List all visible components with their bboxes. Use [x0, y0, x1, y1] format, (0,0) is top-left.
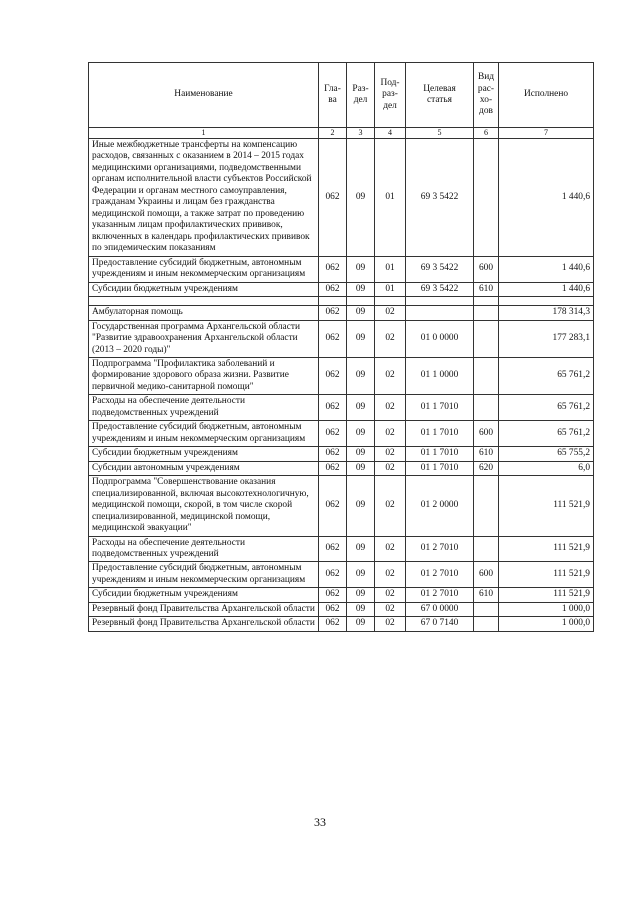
row-glava: 062 [319, 421, 347, 447]
row-statia: 01 2 0000 [406, 476, 474, 536]
table-row [89, 421, 594, 447]
row-name: Предоставление субсидий бюджетным, автономным учреждениям и иным некоммерческим организациям [89, 421, 319, 447]
row-vid: 600 [474, 421, 499, 447]
row-razdel: 09 [347, 421, 375, 447]
column-number: 1 [89, 128, 319, 139]
row-value: 111 521,9 [499, 588, 594, 602]
row-statia [406, 297, 474, 306]
table-body [89, 139, 594, 632]
table-row [89, 562, 594, 588]
table-row [89, 306, 594, 320]
row-value: 178 314,3 [499, 306, 594, 320]
row-value: 65 761,2 [499, 421, 594, 447]
header-podrazdel: Под- раз- дел [375, 63, 406, 128]
row-vid [474, 297, 499, 306]
row-podrazdel: 01 [375, 282, 406, 296]
table-row [89, 617, 594, 631]
row-razdel: 09 [347, 617, 375, 631]
table-row [89, 357, 594, 394]
row-podrazdel: 02 [375, 461, 406, 475]
row-name: Подпрограмма "Совершенствование оказания специализированной, включая высокотехнологичную, медицинской помощи, скорой, в том числе скорой специализированной, медицинской помощи, медицинской эвакуации" [89, 476, 319, 536]
row-podrazdel: 02 [375, 395, 406, 421]
column-number: 6 [474, 128, 499, 139]
row-value: 111 521,9 [499, 476, 594, 536]
row-value: 177 283,1 [499, 320, 594, 357]
column-number: 2 [319, 128, 347, 139]
row-vid [474, 395, 499, 421]
row-value: 1 440,6 [499, 139, 594, 257]
row-razdel: 09 [347, 476, 375, 536]
row-vid [474, 617, 499, 631]
row-value: 1 000,0 [499, 617, 594, 631]
row-statia: 67 0 7140 [406, 617, 474, 631]
header-statia: Целевая статья [406, 63, 474, 128]
row-podrazdel: 02 [375, 536, 406, 562]
row-glava: 062 [319, 282, 347, 296]
row-razdel: 09 [347, 461, 375, 475]
row-statia: 01 2 7010 [406, 536, 474, 562]
row-value [499, 297, 594, 306]
row-podrazdel [375, 297, 406, 306]
row-glava: 062 [319, 461, 347, 475]
row-razdel: 09 [347, 320, 375, 357]
table-row [89, 476, 594, 536]
row-podrazdel: 02 [375, 562, 406, 588]
row-vid [474, 320, 499, 357]
table-row [89, 395, 594, 421]
row-vid [474, 357, 499, 394]
row-razdel: 09 [347, 139, 375, 257]
row-value: 65 755,2 [499, 447, 594, 461]
row-razdel: 09 [347, 536, 375, 562]
row-podrazdel: 02 [375, 421, 406, 447]
row-value: 111 521,9 [499, 536, 594, 562]
row-statia: 01 1 0000 [406, 357, 474, 394]
row-statia: 01 2 7010 [406, 562, 474, 588]
row-razdel: 09 [347, 588, 375, 602]
row-glava: 062 [319, 617, 347, 631]
table-row [89, 588, 594, 602]
row-name: Государственная программа Архангельской области "Развитие здравоохранения Архангельской области (2013 – 2020 годы)" [89, 320, 319, 357]
row-podrazdel: 02 [375, 476, 406, 536]
row-podrazdel: 02 [375, 357, 406, 394]
row-glava: 062 [319, 476, 347, 536]
row-vid [474, 306, 499, 320]
row-vid: 610 [474, 282, 499, 296]
row-name: Подпрограмма "Профилактика заболеваний и формирование здорового образа жизни. Развитие первичной медико-санитарной помощи" [89, 357, 319, 394]
row-vid [474, 602, 499, 616]
row-glava: 062 [319, 357, 347, 394]
row-name: Резервный фонд Правительства Архангельской области [89, 617, 319, 631]
row-statia: 01 2 7010 [406, 588, 474, 602]
header-glava: Гла- ва [319, 63, 347, 128]
table-row [89, 297, 594, 306]
row-razdel: 09 [347, 602, 375, 616]
row-podrazdel: 02 [375, 306, 406, 320]
row-statia: 69 3 5422 [406, 256, 474, 282]
row-glava: 062 [319, 562, 347, 588]
table-row [89, 320, 594, 357]
row-value: 65 761,2 [499, 357, 594, 394]
row-razdel: 09 [347, 395, 375, 421]
row-vid [474, 139, 499, 257]
row-glava: 062 [319, 395, 347, 421]
row-glava: 062 [319, 139, 347, 257]
row-razdel: 09 [347, 306, 375, 320]
row-razdel: 09 [347, 256, 375, 282]
row-glava: 062 [319, 536, 347, 562]
row-value: 65 761,2 [499, 395, 594, 421]
row-statia: 69 3 5422 [406, 282, 474, 296]
row-statia: 01 1 7010 [406, 421, 474, 447]
row-podrazdel: 02 [375, 447, 406, 461]
row-podrazdel: 01 [375, 256, 406, 282]
row-vid: 600 [474, 562, 499, 588]
row-value: 111 521,9 [499, 562, 594, 588]
header-vid: Вид рас- хо- дов [474, 63, 499, 128]
table-row [89, 461, 594, 475]
row-vid: 620 [474, 461, 499, 475]
row-podrazdel: 02 [375, 588, 406, 602]
header-row [89, 63, 594, 128]
row-name: Субсидии автономным учреждениям [89, 461, 319, 475]
row-glava [319, 297, 347, 306]
column-number: 7 [499, 128, 594, 139]
column-number-row [89, 128, 594, 139]
row-vid: 610 [474, 447, 499, 461]
header-razdel: Раз- дел [347, 63, 375, 128]
row-name: Амбулаторная помощь [89, 306, 319, 320]
row-statia: 01 1 7010 [406, 447, 474, 461]
row-name: Предоставление субсидий бюджетным, автономным учреждениям и иным некоммерческим организациям [89, 256, 319, 282]
row-statia: 01 1 7010 [406, 461, 474, 475]
row-statia: 01 1 7010 [406, 395, 474, 421]
table-row [89, 139, 594, 257]
row-name: Расходы на обеспечение деятельности подведомственных учреждений [89, 395, 319, 421]
row-vid [474, 536, 499, 562]
row-vid: 610 [474, 588, 499, 602]
row-name: Субсидии бюджетным учреждениям [89, 282, 319, 296]
header-name: Наименование [89, 63, 319, 128]
row-glava: 062 [319, 320, 347, 357]
column-number: 4 [375, 128, 406, 139]
row-podrazdel: 02 [375, 320, 406, 357]
budget-table [88, 62, 594, 632]
row-glava: 062 [319, 602, 347, 616]
row-glava: 062 [319, 306, 347, 320]
table-row [89, 602, 594, 616]
row-razdel [347, 297, 375, 306]
row-statia: 69 3 5422 [406, 139, 474, 257]
row-glava: 062 [319, 447, 347, 461]
page-number: 33 [314, 815, 326, 829]
row-statia [406, 306, 474, 320]
column-number: 3 [347, 128, 375, 139]
row-vid: 600 [474, 256, 499, 282]
row-podrazdel: 02 [375, 617, 406, 631]
row-value: 1 000,0 [499, 602, 594, 616]
row-name: Субсидии бюджетным учреждениям [89, 447, 319, 461]
row-value: 6,0 [499, 461, 594, 475]
row-name: Расходы на обеспечение деятельности подведомственных учреждений [89, 536, 319, 562]
row-razdel: 09 [347, 562, 375, 588]
table-row [89, 256, 594, 282]
row-glava: 062 [319, 588, 347, 602]
row-name: Резервный фонд Правительства Архангельской области [89, 602, 319, 616]
header-ispolneno: Исполнено [499, 63, 594, 128]
table-row [89, 447, 594, 461]
table-row [89, 536, 594, 562]
row-glava: 062 [319, 256, 347, 282]
row-razdel: 09 [347, 357, 375, 394]
row-razdel: 09 [347, 282, 375, 296]
column-number: 5 [406, 128, 474, 139]
row-statia: 67 0 0000 [406, 602, 474, 616]
row-name: Предоставление субсидий бюджетным, автономным учреждениям и иным некоммерческим организациям [89, 562, 319, 588]
row-podrazdel: 02 [375, 602, 406, 616]
row-name: Иные межбюджетные трансферты на компенсацию расходов, связанных с оказанием в 2014 – 2015 годах медицинскими организациями, подведомственными органам исполнительной власти субъектов Российской Федерации и органам местного самоуправления, гражданам Украины и лицам без гражданства медицинской помощи, а также затрат по проведению указанным лицам профилактических прививок, включенных в календарь профилактических прививок по эпидемическим показаниям [89, 139, 319, 257]
table-row [89, 282, 594, 296]
row-podrazdel: 01 [375, 139, 406, 257]
row-razdel: 09 [347, 447, 375, 461]
row-statia: 01 0 0000 [406, 320, 474, 357]
row-value: 1 440,6 [499, 256, 594, 282]
row-value: 1 440,6 [499, 282, 594, 296]
row-name: Субсидии бюджетным учреждениям [89, 588, 319, 602]
row-name [89, 297, 319, 306]
row-vid [474, 476, 499, 536]
